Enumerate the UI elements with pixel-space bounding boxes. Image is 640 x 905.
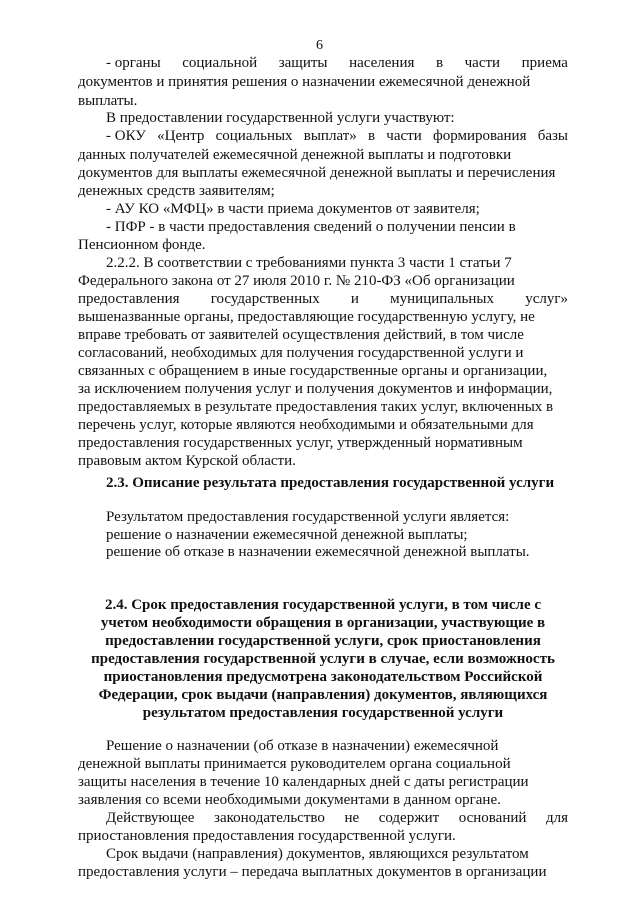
participants-okt-line-3: документов для выплаты ежемесячной денежной выплаты и перечисления (78, 165, 556, 181)
section-2-4-p1-line-2: денежной выплаты принимается руководителем органа социальной (78, 756, 511, 772)
clause-2-2-2-line-3: предоставления государственных и муниципальных услуг» (78, 291, 568, 307)
section-2-4-heading-line-6: Федерации, срок выдачи (направления) документов, являющихся (98, 687, 548, 703)
section-2-4-heading-line-5: приостановления предусмотрена законодательством Российской (103, 669, 543, 685)
clause-2-2-2-line-11: предоставления государственных услуг, утвержденный нормативным (78, 435, 523, 451)
section-2-4-p2-line-2: приостановления предоставления государственной услуги. (78, 828, 456, 844)
participants-pfr-line-2: Пенсионном фонде. (78, 237, 206, 253)
clause-2-2-2-line-1: 2.2.2. В соответствии с требованиями пункта 3 части 1 статьи 7 (106, 255, 512, 271)
intro-line-1: - органы социальной защиты населения в части приема (106, 55, 568, 71)
participants-pfr-line-1: - ПФР - в части предоставления сведений о получении пенсии в (106, 219, 516, 235)
participants-okt-line-4: денежных средств заявителям; (78, 183, 275, 199)
section-2-4-p3-line-2: предоставления услуги – передача выплатных документов в организации (78, 864, 547, 880)
clause-2-2-2-line-2: Федерального закона от 27 июля 2010 г. № 210-ФЗ «Об организации (78, 273, 515, 289)
clause-2-2-2-line-9: предоставляемых в результате предоставления таких услуг, включенных в (78, 399, 554, 415)
clause-2-2-2-line-12: правовым актом Курской области. (78, 453, 296, 469)
section-2-3-heading: 2.3. Описание результата предоставления государственной услуги (106, 475, 555, 491)
section-2-4-heading-line-7: результатом предоставления государственной услуги (142, 705, 504, 721)
page-number: 6 (316, 38, 323, 53)
section-2-4-p1-line-3: защиты населения в течение 10 календарных дней с даты регистрации (78, 774, 529, 790)
section-2-4-p1-line-1: Решение о назначении (об отказе в назначении) ежемесячной (106, 738, 499, 754)
clause-2-2-2-line-7: связанных с обращением в иные государственные органы и организации, (78, 363, 548, 379)
participants-okt-line-1: - ОКУ «Центр социальных выплат» в части формирования базы (106, 128, 568, 144)
participants-mfc-line: - АУ КО «МФЦ» в части приема документов от заявителя; (106, 201, 480, 217)
section-2-3-line-2: решение о назначении ежемесячной денежной выплаты; (106, 527, 468, 543)
section-2-4-p3-line-1: Срок выдачи (направления) документов, являющихся результатом (106, 846, 529, 862)
section-2-4-p1-line-4: заявления со всеми необходимыми документами в данном органе. (78, 792, 501, 808)
section-2-4-heading-line-4: предоставления государственной услуги в случае, если возможность (91, 651, 555, 667)
intro-line-3: выплаты. (78, 93, 138, 109)
clause-2-2-2-line-8: за исключением получения услуг и получения документов и информации, (78, 381, 553, 397)
section-2-4-heading-line-2: учетом необходимости обращения в организации, участвующие в (100, 615, 546, 631)
section-2-4-p2-line-1: Действующее законодательство не содержит оснований для (106, 810, 568, 826)
intro-line-2: документов и принятия решения о назначении ежемесячной денежной (78, 74, 531, 90)
clause-2-2-2-line-5: вправе требовать от заявителей осуществления действий, в том числе (78, 327, 524, 343)
participants-lead: В предоставлении государственной услуги участвуют: (106, 110, 455, 126)
section-2-3-line-1: Результатом предоставления государственной услуги является: (106, 509, 510, 525)
participants-okt-line-2: данных получателей ежемесячной денежной выплаты и подготовки (78, 147, 512, 163)
section-2-3-line-3: решение об отказе в назначении ежемесячной денежной выплаты. (106, 544, 530, 560)
clause-2-2-2-line-4: вышеназванные органы, предоставляющие государственную услугу, не (78, 309, 535, 325)
section-2-4-heading-line-3: предоставлении государственной услуги, срок приостановления (105, 633, 541, 649)
clause-2-2-2-line-6: согласований, необходимых для получения государственной услуги и (78, 345, 524, 361)
section-2-4-heading-line-1: 2.4. Срок предоставления государственной услуги, в том числе с (104, 597, 542, 613)
clause-2-2-2-line-10: перечень услуг, которые являются необходимыми и обязательными для (78, 417, 534, 433)
